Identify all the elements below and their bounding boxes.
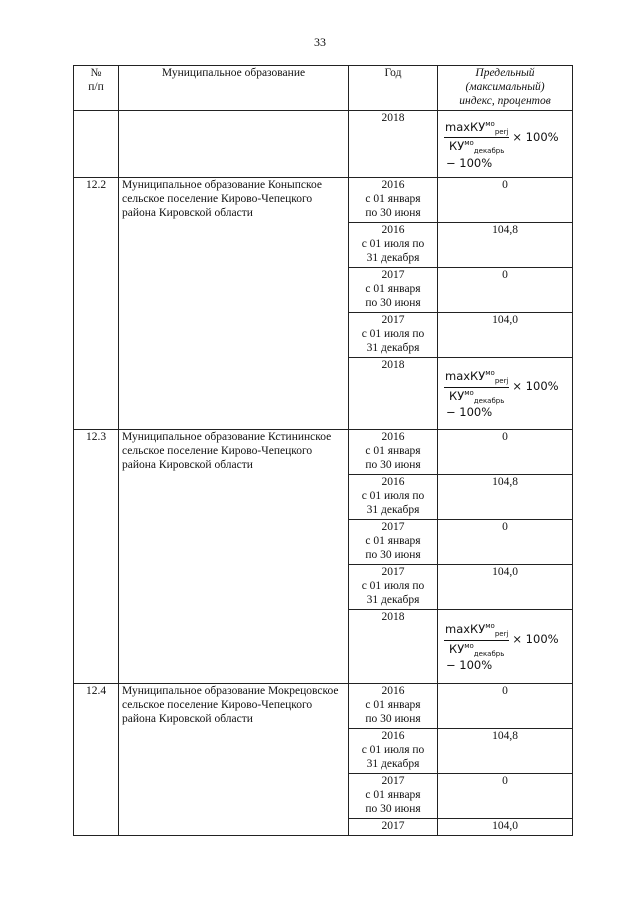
row-value: 0: [438, 268, 573, 313]
row-year: 2018: [349, 358, 438, 430]
row-year: 2018: [349, 610, 438, 684]
row-value: 104,8: [438, 729, 573, 774]
row-num: [74, 111, 119, 178]
row-year: 2017 с 01 июля по 31 декабря: [349, 565, 438, 610]
row-num: 12.2: [74, 178, 119, 430]
row-value: 104,8: [438, 223, 573, 268]
row-value: 104,0: [438, 819, 573, 836]
header-index: Предельный (максимальный) индекс, процентов: [438, 66, 573, 111]
row-value: 0: [438, 520, 573, 565]
row-year: 2016 с 01 июля по 31 декабря: [349, 223, 438, 268]
formula-cell: [438, 610, 573, 684]
row-municipality: [119, 111, 349, 178]
row-year: 2017 с 01 июля по 31 декабря: [349, 313, 438, 358]
tariff-index-table: [73, 65, 573, 836]
formula-cell: [438, 111, 573, 178]
page-number: 33: [314, 35, 326, 49]
row-municipality: Муниципальное образование Кстининское сельское поселение Кирово-Чепецкого района Кировской области: [119, 430, 349, 684]
row-value: 104,0: [438, 565, 573, 610]
index-formula: $\frac{\max КУ^{мо}_{perj}}{КУ^{мо}_{декабрь}}$ × 100% − 100%: [445, 368, 559, 420]
table-row: [74, 111, 573, 178]
row-year: 2016 с 01 июля по 31 декабря: [349, 475, 438, 520]
header-year: Год: [349, 66, 438, 111]
table-row: [74, 178, 573, 223]
table-row: [74, 430, 573, 475]
row-year: 2016 с 01 января по 30 июня: [349, 430, 438, 475]
table-row: [74, 684, 573, 729]
index-formula: $\frac{\max КУ^{мо}_{perj}}{КУ^{мо}_{декабрь}}$ × 100% − 100%: [445, 119, 559, 170]
row-value: 0: [438, 430, 573, 475]
header-num: № п/п: [74, 66, 119, 111]
row-value: 104,0: [438, 313, 573, 358]
row-value: 0: [438, 774, 573, 819]
row-value: 0: [438, 684, 573, 729]
row-year: 2017 с 01 января по 30 июня: [349, 268, 438, 313]
table-header-row: [74, 66, 573, 111]
row-year: 2016 с 01 июля по 31 декабря: [349, 729, 438, 774]
row-num: 12.3: [74, 430, 119, 684]
row-year: 2017 с 01 января по 30 июня: [349, 520, 438, 565]
row-year: 2016 с 01 января по 30 июня: [349, 684, 438, 729]
row-value: 0: [438, 178, 573, 223]
index-formula: $\frac{\max КУ^{мо}_{perj}}{КУ^{мо}_{декабрь}}$ × 100% − 100%: [445, 621, 559, 673]
row-num: 12.4: [74, 684, 119, 836]
row-year: 2016 с 01 января по 30 июня: [349, 178, 438, 223]
formula-cell: [438, 358, 573, 430]
header-municipality: Муниципальное образование: [119, 66, 349, 111]
row-year: 2017 с 01 января по 30 июня: [349, 774, 438, 819]
row-municipality: Муниципальное образование Мокрецовское сельское поселение Кирово-Чепецкого района Кировской области: [119, 684, 349, 836]
row-value: 104,8: [438, 475, 573, 520]
row-year: 2018: [349, 111, 438, 178]
row-year: 2017: [349, 819, 438, 836]
row-municipality: Муниципальное образование Коныпское сельское поселение Кирово-Чепецкого района Кировской области: [119, 178, 349, 430]
